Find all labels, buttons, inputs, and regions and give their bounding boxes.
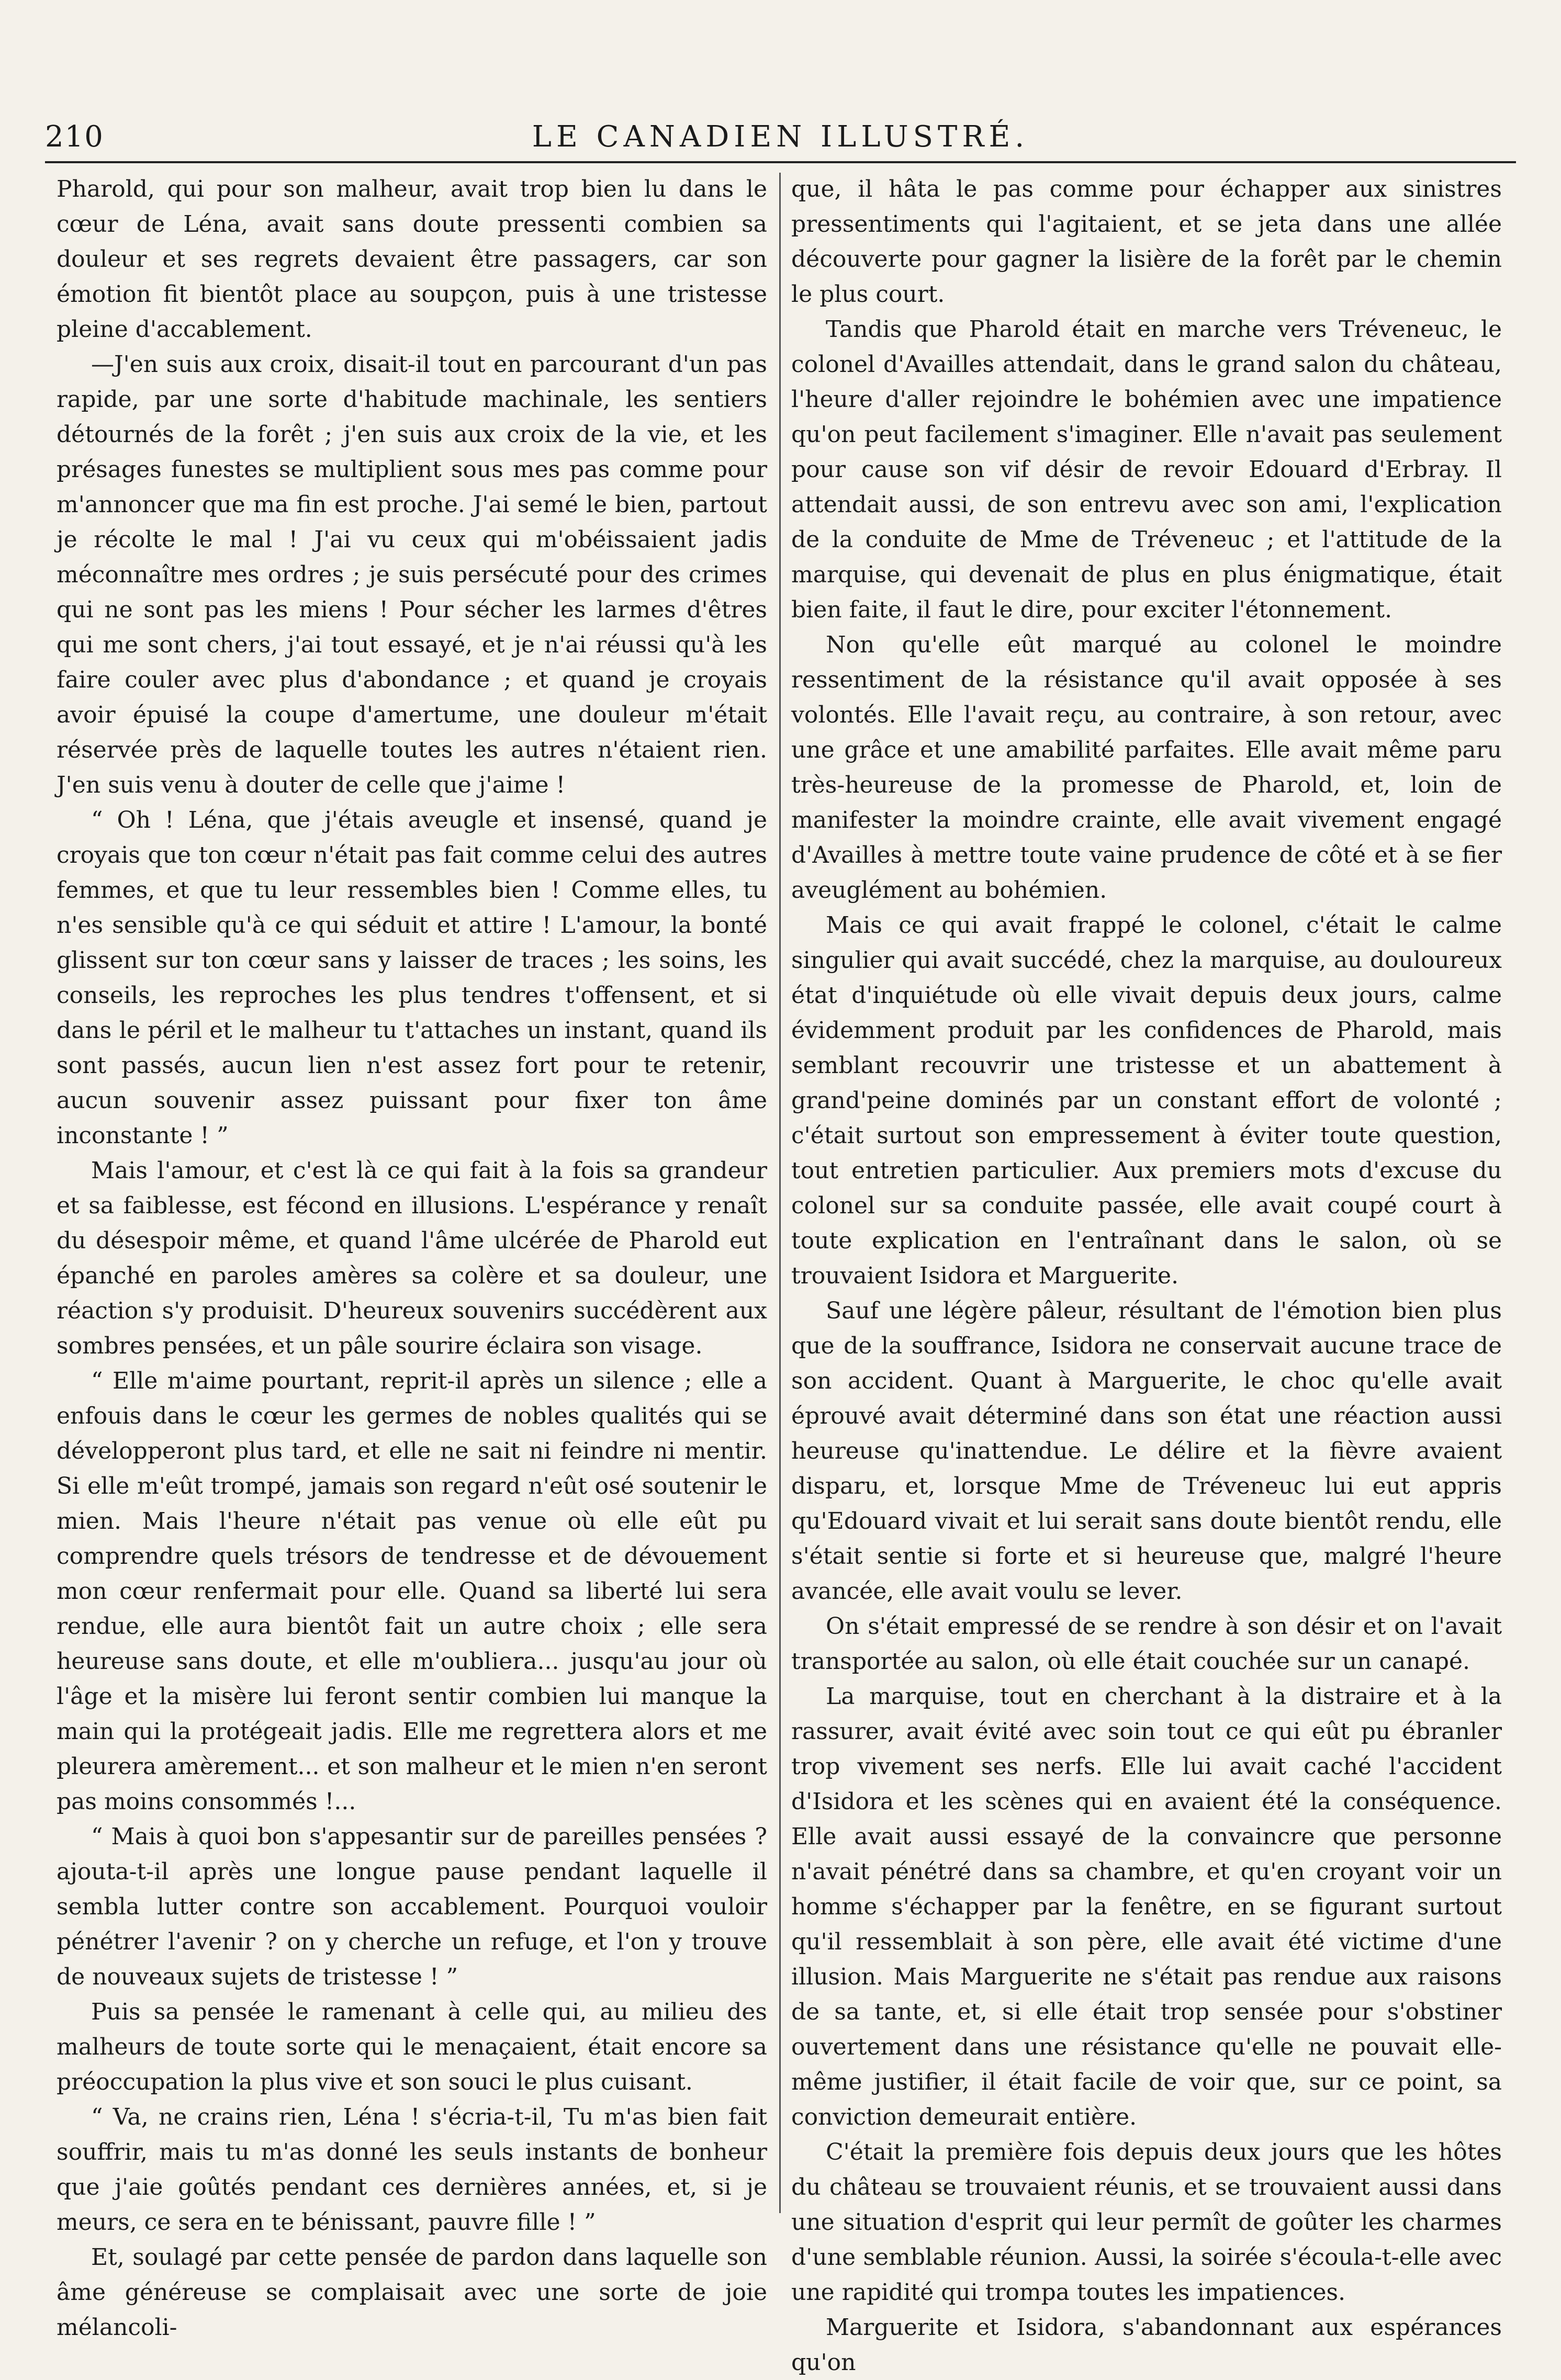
paragraph: Mais ce qui avait frappé le colonel, c'était le calme singulier qui avait succédé, chez la marquise, au douloureux état d'inquiétude où elle vivait depuis deux jours, calme évidemment produit par les confidences de Pharold, mais semblant recouvrir une tristesse et un abattement à grand'peine dominés par un constant effort de volonté ; c'était surtout son empressement à éviter toute question, tout entretien particulier. Aux premiers mots d'excuse du colonel sur sa conduite passée, elle avait coupé court à toute explication en l'entraînant dans le salon, où se trouvaient Isidora et Marguerite. [791, 912, 1502, 1289]
paragraph: —J'en suis aux croix, disait-il tout en parcourant d'un pas rapide, par une sorte d'habitude machinale, les sentiers détournés de la forêt ; j'en suis aux croix de la vie, et les présages funestes se multiplient sous mes pas comme pour m'annoncer que ma fin est proche. J'ai semé le bien, partout je récolte le mal ! J'ai vu ceux qui m'obéissaient jadis méconnaître mes ordres ; je suis persécuté pour des crimes qui ne sont pas les miens ! Pour sécher les larmes d'êtres qui me sont chers, j'ai tout essayé, et je n'ai réussi qu'à les faire couler avec plus d'abondance ; et quand je croyais avoir épuisé la coupe d'amertume, une douleur m'était réservée près de laquelle toutes les autres n'étaient rien. J'en suis venu à douter de celle que j'aime ! [57, 351, 767, 798]
paragraph: “ Oh ! Léna, que j'étais aveugle et insensé, quand je croyais que ton cœur n'était pas fait comme celui des autres femmes, et que tu leur ressembles bien ! Comme elles, tu n'es sensible qu'à ce qui séduit et attire ! L'amour, la bonté glissent sur ton cœur sans y laisser de traces ; les soins, les conseils, les reproches les plus tendres t'offensent, et si dans le péril et le malheur tu t'attaches un instant, quand ils sont passés, aucun lien n'est assez fort pour te retenir, aucun souvenir assez puissant pour fixer ton âme inconstante ! ” [57, 807, 767, 1149]
journal-title: LE CANADIEN ILLUSTRÉ. [532, 120, 1029, 154]
paragraph: Puis sa pensée le ramenant à celle qui, au milieu des malheurs de toute sorte qui le menaçaient, était encore sa préoccupation la plus vive et son souci le plus cuisant. [57, 1999, 767, 2095]
paragraph: Tandis que Pharold était en marche vers Tréveneuc, le colonel d'Availles attendait, dans le grand salon du château, l'heure d'aller rejoindre le bohémien avec une impatience qu'on peut facilement s'imaginer. Elle n'avait pas seulement pour cause son vif désir de revoir Edouard d'Erbray. Il attendait aussi, de son entrevu avec son ami, l'explication de la conduite de Mme de Tréveneuc ; et l'attitude de la marquise, qui devenait de plus en plus énigmatique, était bien faite, il faut le dire, pour exciter l'étonnement. [791, 316, 1502, 623]
paragraph: Et, soulagé par cette pensée de pardon dans laquelle son âme généreuse se complaisait avec une sorte de joie mélancoli- [57, 2244, 767, 2341]
page-number: 210 [45, 120, 104, 154]
paragraph: On s'était empressé de se rendre à son désir et on l'avait transportée au salon, où elle était couchée sur un canapé. [791, 1613, 1502, 1675]
paragraph: Sauf une légère pâleur, résultant de l'émotion bien plus que de la souffrance, Isidora ne conservait aucune trace de son accident. Quant à Marguerite, le choc qu'elle avait éprouvé avait déterminé dans son état une réaction aussi heureuse qu'inattendue. Le délire et la fièvre avaient disparu, et, lorsque Mme de Tréveneuc lui eut appris qu'Edouard vivait et lui serait sans doute bientôt rendu, elle s'était sentie si forte et si heureuse que, malgré l'heure avancée, elle avait voulu se lever. [791, 1298, 1502, 1605]
left-column [57, 172, 767, 2345]
paragraph: Marguerite et Isidora, s'abandonnant aux espérances qu'on [791, 2314, 1502, 2376]
paragraph: “ Mais à quoi bon s'appesantir sur de pareilles pensées ? ajouta-t-il après une longue pause pendant laquelle il sembla lutter contre son accablement. Pourquoi vouloir pénétrer l'avenir ? on y cherche un refuge, et l'on y trouve de nouveaux sujets de tristesse ! ” [57, 1823, 767, 1990]
paragraph: que, il hâta le pas comme pour échapper aux sinistres pressentiments qui l'agitaient, et se jeta dans une allée découverte pour gagner la lisière de la forêt par le chemin le plus court. [791, 176, 1502, 308]
right-column [791, 172, 1502, 2380]
running-head [45, 119, 1516, 163]
paragraph: La marquise, tout en cherchant à la distraire et à la rassurer, avait évité avec soin tout ce qui eût pu ébranler trop vivement ses nerfs. Elle lui avait caché l'accident d'Isidora et les scènes qui en avaient été la conséquence. Elle avait aussi essayé de la convaincre que personne n'avait pénétré dans sa chambre, et qu'en croyant voir un homme s'échapper par la fenêtre, en se figurant surtout qu'il ressemblait à son père, elle avait été victime d'une illusion. Mais Marguerite ne s'était pas rendue aux raisons de sa tante, et, si elle était trop sensée pour s'obstiner ouvertement dans une résistance qu'elle ne pouvait elle-même justifier, il était facile de voir que, sur ce point, sa conviction demeurait entière. [791, 1683, 1502, 2130]
paragraph: Non qu'elle eût marqué au colonel le moindre ressentiment de la résistance qu'il avait opposée à ses volontés. Elle l'avait reçu, au contraire, à son retour, avec une grâce et une amabilité parfaites. Elle avait même paru très-heureuse de la promesse de Pharold, et, loin de manifester la moindre crainte, elle avait vivement engagé d'Availles à mettre toute vaine prudence de côté et à se fier aveuglément au bohémien. [791, 631, 1502, 904]
paragraph: “ Elle m'aime pourtant, reprit-il après un silence ; elle a enfouis dans le cœur les germes de nobles qualités qui se développeront plus tard, et elle ne sait ni feindre ni mentir. Si elle m'eût trompé, jamais son regard n'eût osé soutenir le mien. Mais l'heure n'était pas venue où elle eût pu comprendre quels trésors de tendresse et de dévouement mon cœur renfermait pour elle. Quand sa liberté lui sera rendue, elle aura bientôt fait un autre choix ; elle sera heureuse sans doute, et elle m'oubliera... jusqu'au jour où l'âge et la misère lui feront sentir combien lui manque la main qui la protégeait jadis. Elle me regrettera alors et me pleurera amèrement... et son malheur et le mien n'en seront pas moins consommés !... [57, 1368, 767, 1815]
paragraph: “ Va, ne crains rien, Léna ! s'écria-t-il, Tu m'as bien fait souffrir, mais tu m'as donné les seuls instants de bonheur que j'aie goûtés pendant ces dernières années, et, si je meurs, ce sera en te bénissant, pauvre fille ! ” [57, 2104, 767, 2236]
paragraph: C'était la première fois depuis deux jours que les hôtes du château se trouvaient réunis, et se trouvaient aussi dans une situation d'esprit qui leur permît de goûter les charmes d'une semblable réunion. Aussi, la soirée s'écoula-t-elle avec une rapidité qui trompa toutes les impatiences. [791, 2139, 1502, 2306]
column-divider [779, 173, 781, 2213]
paragraph: Pharold, qui pour son malheur, avait trop bien lu dans le cœur de Léna, avait sans doute pressenti combien sa douleur et ses regrets devaient être passagers, car son émotion fit bientôt place au soupçon, puis à une tristesse pleine d'accablement. [57, 176, 767, 343]
paragraph: Mais l'amour, et c'est là ce qui fait à la fois sa grandeur et sa faiblesse, est fécond en illusions. L'espérance y renaît du désespoir même, et quand l'âme ulcérée de Pharold eut épanché en paroles amères sa colère et sa douleur, une réaction s'y produisit. D'heureux souvenirs succédèrent aux sombres pensées, et un pâle sourire éclaira son visage. [57, 1157, 767, 1359]
